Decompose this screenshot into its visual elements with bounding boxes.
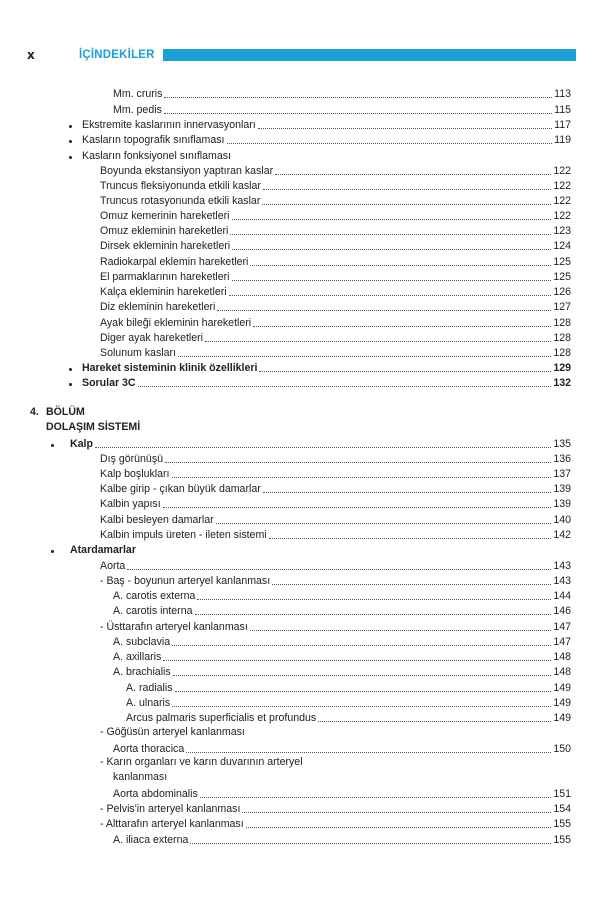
chapter-title: DOLAŞIM SİSTEMİ [46,421,141,433]
toc-entry-page: 122 [553,210,571,222]
page-number: x [27,48,35,62]
toc-entry[interactable] [113,588,571,603]
toc-entry-page: 125 [553,271,571,283]
toc-entry[interactable] [100,619,571,634]
dot-leader [216,523,552,524]
toc-entry-page: 122 [553,195,571,207]
dot-leader [250,630,552,631]
dot-leader [232,219,552,220]
toc-entry-title: A. iliaca externa [113,834,189,846]
bullet [69,368,72,371]
toc-entry-title: Truncus fleksiyonunda etkili kaslar [100,180,261,192]
toc-entry-title: A. carotis interna [113,605,193,617]
toc-entry[interactable] [113,832,571,847]
toc-entry[interactable] [82,360,571,375]
toc-entry[interactable] [100,208,571,223]
dot-leader [259,371,551,372]
toc-entry[interactable] [113,634,571,649]
toc-entry-title: A. subclavia [113,636,171,648]
dot-leader [164,97,552,98]
dot-leader [232,249,551,250]
bullet [69,140,72,143]
toc-entry-title: Aorta [100,560,126,572]
toc-entry-title: Omuz ekleminin hareketleri [100,225,229,237]
toc-entry-title: Kalp [70,438,93,450]
dot-leader [230,234,551,235]
toc-entry[interactable] [100,466,571,481]
toc-entry-title: A. axillaris [113,651,162,663]
toc-entry-title: Radiokarpal eklemin hareketleri [100,256,249,268]
toc-entry-title: Hareket sisteminin klinik özellikleri [82,362,258,374]
toc-entry[interactable] [100,345,571,360]
toc-entry-page: 155 [553,818,571,830]
dot-leader [227,143,553,144]
toc-entry[interactable] [113,86,571,101]
toc-entry-title: Dış görünüşü [100,453,164,465]
bullet [51,444,54,447]
bullet [69,125,72,128]
toc-entry-page: 148 [553,666,571,678]
toc-entry-title: Diger ayak hareketleri [100,332,204,344]
toc-subheading-continued: kanlanması [113,771,168,783]
toc-entry-title: Dirsek ekleminin hareketleri [100,240,231,252]
dot-leader [95,447,551,448]
toc-entry-page: 140 [553,514,571,526]
toc-entry[interactable] [82,375,571,390]
dot-leader [163,507,552,508]
toc-entry-title: Aorta thoracica [113,743,185,755]
bullet [51,550,54,553]
toc-entry[interactable] [100,193,571,208]
dot-leader [172,706,551,707]
dot-leader [178,356,551,357]
toc-entry[interactable] [113,102,571,117]
toc-entry-page: 129 [553,362,571,374]
toc-entry-title: - Alttarafın arteryel kanlanması [100,818,244,830]
toc-entry[interactable] [100,315,571,330]
toc-entry-title: Ekstremite kaslarının innervasyonları [82,119,256,131]
toc-entry-title: Kasların topografik sınıflaması [82,134,225,146]
toc-entry[interactable] [113,603,571,618]
toc-entry-page: 149 [553,682,571,694]
toc-entry-title: Kalbin impuls üreten - ileten sistemi [100,529,267,541]
dot-leader [232,280,552,281]
toc-entry-page: 142 [553,529,571,541]
toc-entry-page: 122 [553,180,571,192]
toc-entry-title: Sorular 3C [82,377,136,389]
toc-entry-page: 123 [553,225,571,237]
toc-entry[interactable] [113,664,571,679]
page-header [0,46,613,66]
toc-entry[interactable] [100,299,571,314]
toc-entry-title: Kalbin yapısı [100,498,161,510]
dot-leader [165,462,551,463]
toc-entry-title: Ayak bileği ekleminin hareketleri [100,317,252,329]
toc-entry-page: 128 [553,317,571,329]
toc-entry-page: 150 [553,743,571,755]
dot-leader [127,569,551,570]
toc-entry-page: 119 [554,134,571,146]
toc-entry[interactable] [100,254,571,269]
toc-entry-title: Mm. pedis [113,104,162,116]
dot-leader [186,752,551,753]
toc-entry[interactable] [100,223,571,238]
toc-entry-title: Truncus rotasyonunda etkili kaslar [100,195,261,207]
toc-entry-title: Aorta abdominalis [113,788,198,800]
dot-leader [138,386,552,387]
toc-entry-title: Diz ekleminin hareketleri [100,301,216,313]
toc-entry-page: 115 [554,104,571,116]
toc-entry-title: Kalbi besleyen damarlar [100,514,214,526]
toc-entry-page: 155 [553,834,571,846]
dot-leader [246,827,552,828]
bullet [69,156,72,159]
toc-entry-page: 144 [553,590,571,602]
toc-entry-page: 148 [553,651,571,663]
dot-leader [172,477,552,478]
toc-entry[interactable] [100,801,571,816]
dot-leader [195,614,552,615]
toc-entry[interactable] [100,284,571,299]
toc-entry-title: Omuz kemerinin hareketleri [100,210,230,222]
toc-entry-page: 149 [553,697,571,709]
toc-entry-page: 151 [553,788,571,800]
toc-entry-page: 137 [553,468,571,480]
toc-entry-page: 128 [553,347,571,359]
toc-entry[interactable] [100,481,571,496]
toc-entry[interactable] [100,527,571,542]
dot-leader [250,265,551,266]
dot-leader [318,721,551,722]
toc-subheading: - Göğüsün arteryel kanlanması [100,726,245,738]
toc-entry-title: Kalça ekleminin hareketleri [100,286,227,298]
dot-leader [275,174,551,175]
toc-entry-page: 125 [553,256,571,268]
toc-entry-title: Mm. cruris [113,88,163,100]
toc-entry-page: 143 [553,560,571,572]
toc-entry-page: 139 [553,483,571,495]
toc-entry-title: Arcus palmaris superficialis et profundus [126,712,317,724]
toc-entry-title: A. ulnaris [126,697,171,709]
toc-entry[interactable] [113,649,571,664]
toc-entry[interactable] [82,117,571,132]
toc-entry[interactable] [126,710,571,725]
toc-entry[interactable] [100,451,571,466]
toc-entry-page: 122 [553,165,571,177]
toc-entry-title: A. carotis externa [113,590,196,602]
toc-entry-title: Kalbe girip - çıkan büyük damarlar [100,483,261,495]
toc-entry-page: 147 [553,621,571,633]
toc-entry[interactable] [126,695,571,710]
bullet [69,383,72,386]
toc-entry[interactable] [100,330,571,345]
toc-entry-page: 126 [553,286,571,298]
toc-entry[interactable] [100,163,571,178]
toc-entry-page: 117 [554,119,571,131]
toc-section-heading: Kasların fonksiyonel sınıflaması [82,150,231,162]
toc-entry-page: 154 [553,803,571,815]
dot-leader [272,584,551,585]
toc-entry-page: 135 [553,438,571,450]
dot-leader [253,326,551,327]
dot-leader [217,310,551,311]
toc-subheading: - Karın organları ve karın duvarının arteryel [100,756,303,768]
toc-entry-title: Kalp boşlukları [100,468,170,480]
toc-entry-page: 127 [553,301,571,313]
dot-leader [173,675,552,676]
toc-entry[interactable] [113,741,571,756]
toc-entry[interactable] [100,512,571,527]
toc-entry[interactable] [100,558,571,573]
toc-entry-page: 128 [553,332,571,344]
toc-entry-page: 149 [553,712,571,724]
toc-entry-title: - Pelvis'in arteryel kanlanması [100,803,241,815]
dot-leader [164,113,552,114]
dot-leader [175,691,552,692]
toc-entry[interactable] [70,436,571,451]
toc-entry-page: 143 [553,575,571,587]
toc-entry[interactable] [100,178,571,193]
header-title: İÇİNDEKİLER [79,49,155,61]
toc-section-heading: Atardamarlar [70,544,136,556]
toc-entry-page: 113 [554,88,571,100]
dot-leader [172,645,551,646]
dot-leader [229,295,552,296]
dot-leader [242,812,551,813]
dot-leader [205,341,551,342]
toc-entry-title: - Üsttarafın arteryel kanlanması [100,621,248,633]
toc-entry[interactable] [126,680,571,695]
header-accent-bar [163,49,576,61]
dot-leader [258,128,552,129]
toc-entry[interactable] [82,132,571,147]
toc-entry-title: El parmaklarının hareketleri [100,271,230,283]
toc-entry-title: A. brachialis [113,666,171,678]
chapter-label: BÖLÜM [46,406,85,418]
toc-entry[interactable] [100,496,571,511]
toc-entry[interactable] [100,238,571,253]
toc-entry[interactable] [113,786,571,801]
dot-leader [197,599,551,600]
toc-entry[interactable] [100,573,571,588]
dot-leader [269,538,552,539]
toc-entry-title: Solunum kasları [100,347,176,359]
dot-leader [263,492,552,493]
toc-entry-page: 146 [553,605,571,617]
toc-entry-page: 136 [553,453,571,465]
toc-entry-title: - Baş - boyunun arteryel kanlanması [100,575,271,587]
toc-entry-title: Boyunda ekstansiyon yaptıran kaslar [100,165,274,177]
dot-leader [200,797,552,798]
toc-entry-page: 124 [553,240,571,252]
toc-entry-page: 147 [553,636,571,648]
dot-leader [163,660,551,661]
chapter-number: 4. [30,406,39,418]
toc-entry[interactable] [100,269,571,284]
dot-leader [262,204,551,205]
dot-leader [263,189,551,190]
toc-entry[interactable] [100,816,571,831]
toc-entry-page: 139 [553,498,571,510]
dot-leader [190,843,551,844]
toc-entry-title: A. radialis [126,682,173,694]
toc-entry-page: 132 [553,377,571,389]
